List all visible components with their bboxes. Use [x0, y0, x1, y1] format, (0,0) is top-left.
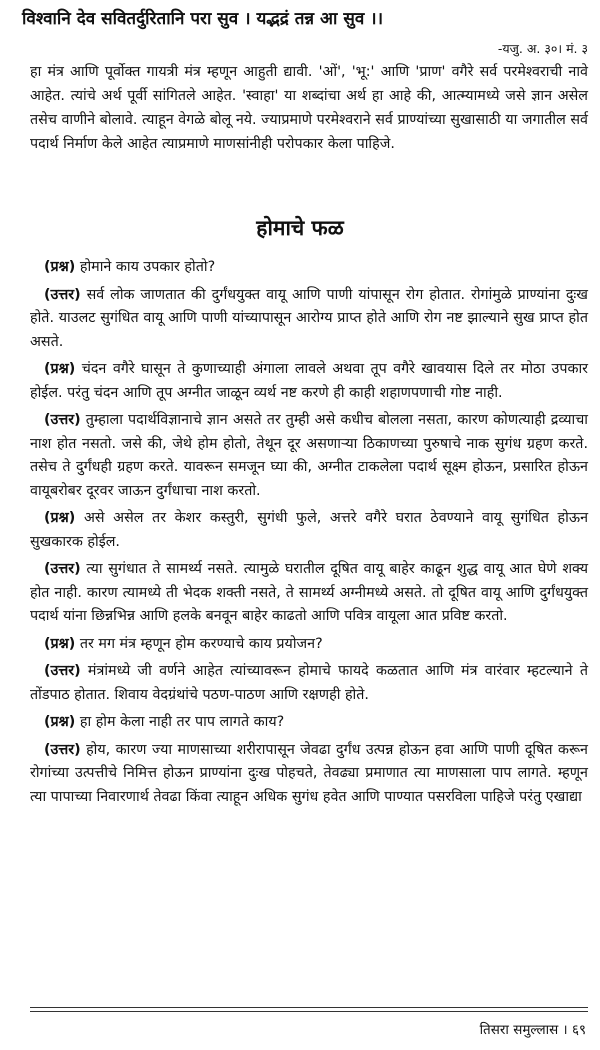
- qa-tag: (उत्तर): [44, 741, 81, 758]
- qa-tag: (प्रश्न): [44, 635, 76, 652]
- qa-text: होय, कारण ज्या माणसाच्या शरीरापासून जेवढा दुर्गंध उत्पन्न होऊन हवा आणि पाणी दूषित करून रोगांच्या उत्पत्तीचे निमित्त होऊन प्राण्यांना दुःख पोहचते, तेवढ्या प्रमाणात त्या माणसाला पाप लागते. म्हणून त्या पापाच्या निवारणार्थ तेवढा किंवा त्याहून अधिक सुगंध हवेत आणि पाण्यात पसरविला पाहिजे परंतु एखाद्या: [30, 741, 588, 805]
- verse-text: विश्वानि देव सवितर्दुरितानि परा सुव । यद्भद्रं तन्न आ सुव ।।: [22, 9, 384, 29]
- qa-tag: (प्रश्न): [44, 510, 76, 526]
- qa-tag: (प्रश्न): [44, 361, 76, 377]
- qa-paragraph: [30, 358, 588, 405]
- qa-section: [30, 256, 588, 813]
- qa-paragraph: [30, 739, 588, 810]
- qa-tag: (प्रश्न): [44, 259, 76, 275]
- qa-text: होमाने काय उपकार होतो?: [79, 259, 216, 275]
- qa-text: हा होम केला नाही तर पाप लागते काय?: [79, 714, 285, 730]
- qa-text: सर्व लोक जाणतात की दुर्गंधयुक्त वायू आणि पाणी यांपासून रोग होतात. रोगांमुळे प्राण्यांना दुःख होते. याउलट सुगंधित वायू आणि पाणी यांच्यापासून आरोग्य प्राप्त होते आणि रोग नष्ट झाल्याने सुख प्राप्त होत असते.: [30, 286, 589, 350]
- qa-tag: (उत्तर): [44, 561, 81, 577]
- qa-paragraph: [30, 633, 588, 657]
- qa-tag: (उत्तर): [44, 412, 81, 428]
- qa-tag: (प्रश्न): [44, 714, 76, 730]
- qa-tag: (उत्तर): [44, 286, 81, 303]
- qa-paragraph: [30, 711, 588, 735]
- qa-text: मंत्रांमध्ये जी वर्णने आहेत त्यांच्यावरून होमाचे फायदे कळतात आणि मंत्र वारंवार म्हटल्याने ते तोंडपाठ होतात. शिवाय वेदग्रंथांचे पठण-पाठण आणि रक्षणही होते.: [30, 663, 588, 703]
- page-footer: तिसरा समुल्लास । ६९: [479, 1022, 586, 1038]
- intro-paragraph: हा मंत्र आणि पूर्वोक्त गायत्री मंत्र म्हणून आहुती द्यावी. 'ओं', 'भू:' आणि 'प्राण' वगैरे सर्व परमेश्वराची नावे आहेत. त्यांचे अर्थ पूर्वी सांगितले आहेत. 'स्वाहा' या शब्दांचा अर्थ हा आहे की, आत्म्यामध्ये जसे ज्ञान असेल तसेच वाणीने बोलावे. त्याहून वेगळे बोलू नये. ज्याप्रमाणे परमेश्वराने सर्व प्राण्यांच्या सुखासाठी या जगातील सर्व पदार्थ निर्माण केले आहेत त्याप्रमाणे माणसांनीही परोपकार केला पाहिजे.: [30, 64, 588, 152]
- qa-text: तर मग मंत्र म्हणून होम करण्याचे काय प्रयोजन?: [79, 635, 323, 652]
- qa-text: तुम्हाला पदार्थविज्ञानाचे ज्ञान असते तर तुम्ही असे कधीच बोलला नसता, कारण कोणत्याही द्रव्याचा नाश होत नसतो. जसे की, जेथे होम होतो, तेथून दूर असणाऱ्या ठिकाणच्या पुरुषाचे नाक सुगंध ग्रहण करते. तसेच ते दुर्गंधही ग्रहण करते. यावरून समजून घ्या की, अग्नीत टाकलेला पदार्थ सूक्ष्म होऊन, प्रसारित होऊन वायूबरोबर दूरवर जाऊन दुर्गंधाचा नाश करतो.: [30, 412, 589, 499]
- qa-paragraph: [30, 284, 588, 355]
- verse-reference: -यजु. अ. ३०। मं. ३: [497, 41, 588, 56]
- footer-divider: [30, 1006, 588, 1014]
- qa-paragraph: [30, 660, 588, 707]
- qa-paragraph: [30, 256, 588, 280]
- qa-paragraph: [30, 507, 588, 554]
- qa-text: त्या सुगंधात ते सामर्थ्य नसते. त्यामुळे घरातील दूषित वायू बाहेर काढून शुद्ध वायू आत घेणे शक्य होत नाही. कारण त्यामध्ये ती भेदक शक्ती नसते, ते सामर्थ्य अग्नीमध्ये असते. तो दूषित वायू आणि दुर्गंधयुक्त पदार्थ यांना छिन्नभिन्न आणि हलके बनवून बाहेर काढतो आणि पवित्र वायूला आत प्रविष्ट करतो.: [30, 561, 589, 624]
- qa-text: चंदन वगैरे घासून ते कुणाच्याही अंगाला लावले अथवा तूप वगैरे खावयास दिले तर मोठा उपकार होईल. परंतु चंदन आणि तूप अग्नीत जाळून व्यर्थ नष्ट करणे ही काही शहाणपणाची गोष्ट नाही.: [30, 361, 588, 401]
- qa-tag: (उत्तर): [44, 663, 81, 679]
- qa-paragraph: [30, 558, 588, 629]
- qa-paragraph: [30, 409, 588, 503]
- qa-text: असे असेल तर केशर कस्तुरी, सुगंधी फुले, अत्तरे वगैरे घरात ठेवण्याने वायू सुगंधित होऊन सुखकारक होईल.: [30, 510, 589, 550]
- section-heading: होमाचे फळ: [256, 216, 344, 240]
